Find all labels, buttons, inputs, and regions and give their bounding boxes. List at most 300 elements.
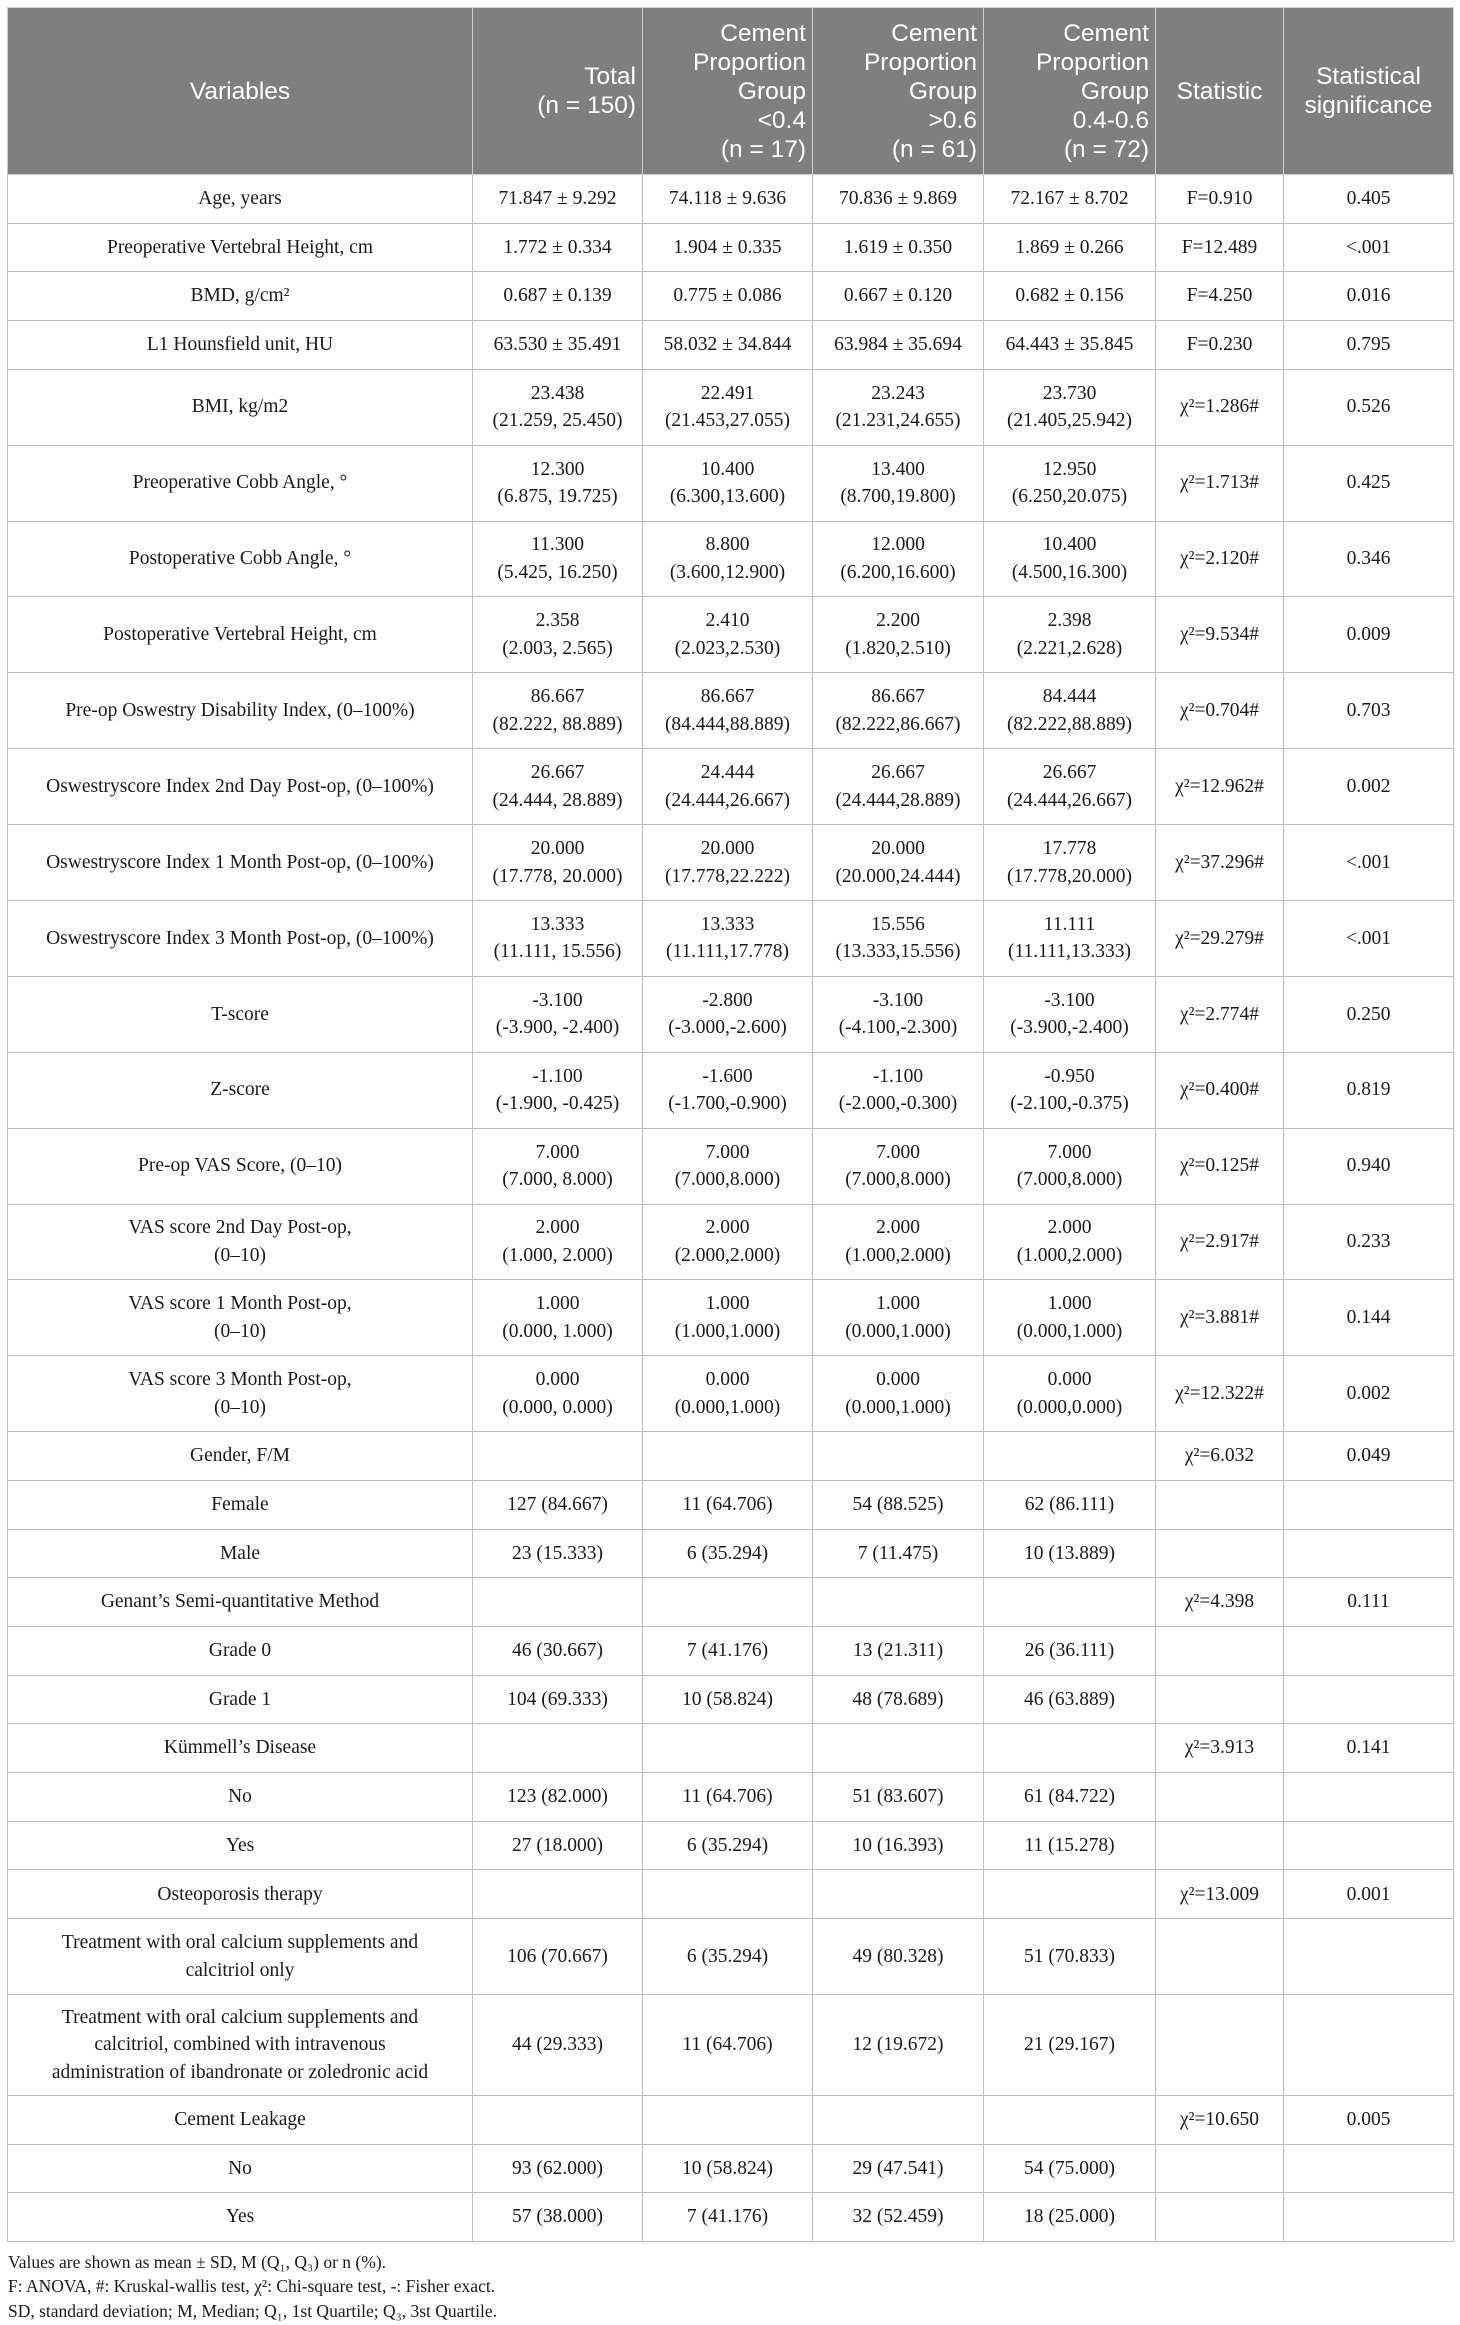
group-lt-cell [643,223,813,272]
group-mid-cell [984,1280,1156,1356]
group-gt-cell [813,673,984,749]
significance-cell [1284,2193,1454,2242]
table-row [8,321,1454,370]
group-mid-cell [984,1773,1156,1822]
group-lt-cell [643,1280,813,1356]
text-line: 49 (80.328) [852,1945,944,1967]
variable-cell [8,749,473,825]
text-line: (-4.100,-2.300) [838,1017,958,1039]
text-line: 26.667 [871,762,925,784]
text-line: Group [1080,77,1149,105]
significance-cell: <.001 [1284,223,1454,272]
text-line: 12.000 [871,534,925,556]
text-line: 44 (29.333) [512,2034,603,2056]
text-line: 72.167 ± 8.702 [1010,188,1129,210]
text-line: (n = 150) [537,92,636,119]
text-line: (17.778,22.222) [664,865,791,887]
text-line: VAS score 2nd Day Post-op, [128,1217,352,1239]
total-cell [473,445,643,521]
group-mid-cell [984,1578,1156,1627]
significance-cell [1284,1529,1454,1578]
text-line: 12.300 [530,458,585,480]
text-line: T-score [211,1003,269,1025]
text-line: 23.730 [1042,382,1097,404]
text-line: 24.444 [700,762,755,784]
text-line: BMI, kg/m2 [191,396,289,418]
footnote-tests: F: ANOVA, #: Kruskal-wallis test, χ²: Chi-square test, -: Fisher exact. [8,2276,496,2297]
text-line: Proportion [863,48,977,76]
statistic-cell: χ²=3.881# [1156,1280,1284,1356]
table-row [8,1128,1454,1204]
total-cell [473,1773,643,1822]
text-line: 2.398 [1047,610,1092,632]
text-line: 26.667 [1042,762,1097,784]
significance-cell: 0.016 [1284,272,1454,321]
text-line: 21 (29.167) [1024,2034,1115,2056]
total-cell [473,1919,643,1995]
statistic-cell: χ²=0.704# [1156,673,1284,749]
table-row [8,1432,1454,1481]
significance-cell [1284,1821,1454,1870]
table-row [8,1919,1454,1995]
group-gt-cell [813,1675,984,1724]
text-line: >0.6 [928,106,977,134]
text-line: Total [584,63,636,90]
text-line: 6 (35.294) [686,1945,769,1967]
text-line: 11 (64.706) [682,1494,773,1515]
group-mid-cell [984,521,1156,597]
text-line: (2.003, 2.565) [502,637,613,659]
text-line: (n = 72) [1063,135,1149,163]
table-row [8,272,1454,321]
text-line: 70.836 ± 9.869 [839,188,957,210]
total-cell [473,1356,643,1432]
header-group-0-4-0-6 [984,8,1156,175]
text-line: VAS score 3 Month Post-op, [128,1369,352,1391]
text-line: 0.000 [1047,1369,1092,1391]
text-line: 1.772 ± 0.334 [503,236,612,258]
text-line: (2.023,2.530) [674,637,781,659]
text-line: (24.444, 28.889) [492,789,623,811]
text-line: 2.000 [1047,1217,1092,1239]
text-line: 32 (52.459) [852,2206,944,2228]
text-line: 71.847 ± 9.292 [498,188,617,210]
group-lt-cell [643,825,813,901]
significance-cell: 0.001 [1284,1870,1454,1919]
variable-cell [8,1432,473,1481]
text-line: 127 (84.667) [507,1494,608,1515]
statistic-cell [1156,1994,1284,2095]
text-line: 2.410 [705,610,750,632]
text-line: 7 (41.176) [686,1640,769,1662]
group-mid-cell [984,1052,1156,1128]
group-lt-cell [643,321,813,370]
statistic-cell: χ²=1.713# [1156,445,1284,521]
text-line: Cement Leakage [174,2108,306,2130]
statistic-cell: χ²=29.279# [1156,900,1284,976]
variable-cell [8,1578,473,1627]
variable-cell [8,1821,473,1870]
group-lt-cell [643,1432,813,1481]
header-group-gt-0-6 [813,8,984,175]
text-line: -2.800 [702,989,753,1011]
text-line: 86.667 [700,686,755,708]
text-line: (0–10) [214,1320,266,1342]
text-line: (6.200,16.600) [840,561,956,583]
text-line: (-1.900, -0.425) [495,1093,620,1115]
text-line: -3.100 [872,989,924,1011]
significance-cell: 0.002 [1284,1356,1454,1432]
group-lt-cell [643,272,813,321]
group-lt-cell [643,175,813,224]
text-line: Age, years [198,188,282,210]
text-line: 13.333 [700,913,755,935]
table-row [8,1280,1454,1356]
text-line: significance [1304,92,1433,119]
group-gt-cell [813,1994,984,2095]
group-lt-cell [643,1052,813,1128]
text-line: calcitriol only [185,1959,295,1981]
group-mid-cell [984,1675,1156,1724]
group-gt-cell [813,749,984,825]
text-line: (17.778,20.000) [1006,865,1133,887]
table-row [8,1773,1454,1822]
text-line: (0–10) [214,1244,266,1266]
variable-cell [8,521,473,597]
text-line: -3.100 [532,989,583,1011]
group-lt-cell [643,673,813,749]
group-mid-cell [984,673,1156,749]
variable-cell [8,1773,473,1822]
text-line: 1.000 [705,1293,750,1315]
text-line: (0.000,1.000) [1016,1320,1123,1342]
text-line: Female [211,1494,269,1515]
text-line: 1.000 [535,1293,580,1315]
text-line: 63.984 ± 35.694 [834,334,962,356]
variable-cell [8,1529,473,1578]
group-mid-cell [984,1870,1156,1919]
statistic-cell [1156,2144,1284,2193]
variable-cell [8,673,473,749]
table-row [8,1052,1454,1128]
variable-cell [8,1919,473,1995]
total-cell [473,1578,643,1627]
text-line: 0.000 [535,1369,580,1391]
text-line: 57 (38.000) [512,2206,603,2228]
text-line: (6.300,13.600) [669,486,786,508]
text-line: Cement [1063,19,1149,47]
text-line: (0–10) [214,1396,266,1418]
table-row [8,749,1454,825]
significance-cell: 0.009 [1284,597,1454,673]
text-line: Postoperative Cobb Angle, ° [128,548,352,570]
text-line: (8.700,19.800) [840,486,956,508]
table-container [7,7,1453,2323]
text-line: Gender, F/M [190,1445,290,1467]
significance-cell: 0.049 [1284,1432,1454,1481]
table-row [8,1480,1454,1529]
statistic-cell: χ²=4.398 [1156,1578,1284,1627]
text-line: 20.000 [700,838,755,860]
group-mid-cell [984,1128,1156,1204]
text-line: (17.778, 20.000) [492,865,623,887]
group-mid-cell [984,1919,1156,1995]
total-cell [473,2144,643,2193]
total-cell [473,1480,643,1529]
group-mid-cell [984,1724,1156,1773]
table-row [8,673,1454,749]
group-gt-cell [813,1128,984,1204]
text-line: Postoperative Vertebral Height, cm [103,624,377,646]
text-line: 6 (35.294) [686,1834,769,1856]
statistic-cell [1156,2193,1284,2242]
group-mid-cell [984,749,1156,825]
statistic-cell: χ²=6.032 [1156,1432,1284,1481]
text-line: (-3.900, -2.400) [495,1017,620,1039]
total-cell [473,825,643,901]
text-line: 12 (19.672) [852,2034,944,2056]
group-mid-cell [984,369,1156,445]
group-gt-cell [813,2193,984,2242]
group-gt-cell [813,1280,984,1356]
text-line: 51 (70.833) [1024,1945,1115,1967]
variable-cell [8,1280,473,1356]
text-line: 10 (13.889) [1024,1542,1115,1564]
text-line: 12.950 [1042,458,1097,480]
total-cell [473,1724,643,1773]
variable-cell [8,2144,473,2193]
variable-cell [8,369,473,445]
text-line: 7 (11.475) [857,1542,939,1564]
total-cell [473,1675,643,1724]
significance-cell [1284,1626,1454,1675]
total-cell [473,976,643,1052]
group-lt-cell [643,445,813,521]
text-line: 0.000 [705,1369,750,1391]
group-mid-cell [984,321,1156,370]
group-mid-cell [984,976,1156,1052]
text-line: 64.443 ± 35.845 [1005,334,1134,356]
group-lt-cell [643,369,813,445]
significance-cell [1284,1773,1454,1822]
total-cell [473,1052,643,1128]
table-row [8,2144,1454,2193]
text-line: 10 (16.393) [852,1834,944,1856]
footnote-abbreviations: SD, standard deviation; M, Median; Q₁, 1st Quartile; Q₃, 3st Quartile. [8,2300,498,2321]
group-gt-cell [813,175,984,224]
group-mid-cell [984,223,1156,272]
text-line: Proportion [692,48,806,76]
group-gt-cell [813,445,984,521]
text-line: (2.221,2.628) [1016,637,1123,659]
significance-cell [1284,1480,1454,1529]
text-line: (82.222,86.667) [835,713,961,735]
text-line: 1.000 [876,1293,920,1315]
text-line: (6.875, 19.725) [497,486,618,508]
total-cell [473,1821,643,1870]
text-line: (0.000, 1.000) [502,1320,613,1342]
table-row [8,445,1454,521]
text-line: -0.950 [1044,1065,1095,1087]
text-line: calcitriol, combined with intravenous [94,2034,386,2056]
variable-cell [8,1724,473,1773]
text-line: 13 (21.311) [852,1640,944,1662]
text-line: (20.000,24.444) [835,865,961,887]
text-line: 0.4-0.6 [1072,106,1149,134]
group-mid-cell [984,272,1156,321]
text-line: 86.667 [871,686,925,708]
total-cell [473,369,643,445]
group-mid-cell [984,2144,1156,2193]
significance-cell: 0.819 [1284,1052,1454,1128]
text-line: Oswestryscore Index 3 Month Post-op, (0–100%) [46,927,434,949]
statistic-cell: F=12.489 [1156,223,1284,272]
group-lt-cell [643,1994,813,2095]
text-line: 23 (15.333) [512,1542,603,1564]
text-line: 54 (75.000) [1024,2157,1115,2179]
group-lt-cell [643,2193,813,2242]
text-line: 104 (69.333) [507,1688,608,1710]
text-line: (6.250,20.075) [1011,486,1128,508]
group-mid-cell [984,1994,1156,2095]
significance-cell [1284,2144,1454,2193]
text-line: 20.000 [871,838,925,860]
text-line: 106 (70.667) [507,1945,608,1967]
text-line: 0.667 ± 0.120 [843,285,953,307]
variable-cell [8,1356,473,1432]
group-mid-cell [984,2095,1156,2144]
text-line: 22.491 [700,382,755,404]
variable-cell [8,1480,473,1529]
variable-cell [8,825,473,901]
group-mid-cell [984,175,1156,224]
text-line: 0.682 ± 0.156 [1015,285,1124,307]
table-footnotes [7,2250,1453,2324]
statistic-cell: χ²=0.400# [1156,1052,1284,1128]
group-mid-cell [984,1204,1156,1280]
header-statistic: Statistic [1156,8,1284,175]
text-line: (21.405,25.942) [1006,410,1133,432]
text-line: 11 (64.706) [682,1786,773,1808]
text-line: Male [219,1542,261,1564]
group-gt-cell [813,1204,984,1280]
text-line: 123 (82.000) [507,1786,608,1808]
text-line: 86.667 [530,686,585,708]
text-line: 10.400 [700,458,755,480]
text-line: (0.000,1.000) [845,1396,951,1418]
text-line: 18 (25.000) [1024,2206,1115,2228]
table-row [8,976,1454,1052]
text-line: -1.100 [532,1065,583,1087]
text-line: (1.000,2.000) [1016,1244,1123,1266]
table-row [8,223,1454,272]
group-mid-cell [984,1480,1156,1529]
text-line: (11.111,17.778) [666,941,789,963]
text-line: administration of ibandronate or zoledronic acid [51,2061,429,2083]
text-line: No [228,2157,252,2179]
significance-cell: 0.005 [1284,2095,1454,2144]
text-line: (7.000, 8.000) [502,1169,613,1191]
text-line: (7.000,8.000) [845,1169,951,1191]
text-line: 0.687 ± 0.139 [503,285,612,307]
text-line: 1.619 ± 0.350 [843,236,953,258]
group-gt-cell [813,1529,984,1578]
table-row [8,1529,1454,1578]
significance-cell: <.001 [1284,900,1454,976]
header-group-lt-0-4 [643,8,813,175]
group-lt-cell [643,749,813,825]
text-line: (13.333,15.556) [835,941,961,963]
statistic-cell: χ²=2.774# [1156,976,1284,1052]
text-line: 1.000 [1047,1293,1092,1315]
variable-cell [8,597,473,673]
text-line: 11.111 [1043,913,1096,935]
text-line: (82.222,88.889) [1006,713,1133,735]
group-mid-cell [984,2193,1156,2242]
header-variables: Variables [8,8,473,175]
group-lt-cell [643,1919,813,1995]
total-cell [473,1529,643,1578]
text-line: 0.775 ± 0.086 [673,285,782,307]
total-cell [473,272,643,321]
significance-cell [1284,1919,1454,1995]
text-line: (7.000,8.000) [1016,1169,1123,1191]
text-line: -1.100 [872,1065,924,1087]
text-line: (11.111,13.333) [1008,941,1131,963]
text-line: Grade 1 [208,1688,272,1710]
group-lt-cell [643,1821,813,1870]
text-line: 0.000 [876,1369,920,1391]
text-line: (0.000,0.000) [1016,1396,1123,1418]
group-gt-cell [813,223,984,272]
text-line: Pre-op Oswestry Disability Index, (0–100%) [65,700,415,721]
group-mid-cell [984,1821,1156,1870]
text-line: 46 (30.667) [512,1640,603,1662]
total-cell [473,673,643,749]
text-line: (0.000, 0.000) [502,1396,613,1418]
group-gt-cell [813,1578,984,1627]
text-line: (82.222, 88.889) [492,713,623,735]
group-gt-cell [813,1356,984,1432]
text-line: -3.100 [1044,989,1095,1011]
table-row [8,1994,1454,2095]
text-line: Treatment with oral calcium supplements and [61,1932,419,1954]
text-line: Yes [225,1834,255,1856]
group-mid-cell [984,825,1156,901]
text-line: (11.111, 15.556) [493,941,622,963]
text-line: 7.000 [705,1141,750,1163]
group-gt-cell [813,900,984,976]
text-line: 51 (83.607) [852,1786,944,1808]
significance-cell: <.001 [1284,825,1454,901]
total-cell [473,2193,643,2242]
group-lt-cell [643,1128,813,1204]
group-gt-cell [813,1626,984,1675]
text-line: 61 (84.722) [1024,1786,1115,1808]
text-line: Treatment with oral calcium supplements and [61,2006,419,2028]
text-line: 11 (15.278) [1024,1834,1115,1856]
text-line: Statistical [1316,63,1421,90]
text-line: 1.869 ± 0.266 [1015,236,1124,258]
variable-cell [8,1994,473,2095]
variable-cell [8,976,473,1052]
significance-cell: 0.425 [1284,445,1454,521]
text-line: 1.904 ± 0.335 [673,236,782,258]
text-line: (-3.000,-2.600) [668,1017,787,1039]
text-line: (5.425, 16.250) [497,561,618,583]
total-cell [473,597,643,673]
group-gt-cell [813,1919,984,1995]
